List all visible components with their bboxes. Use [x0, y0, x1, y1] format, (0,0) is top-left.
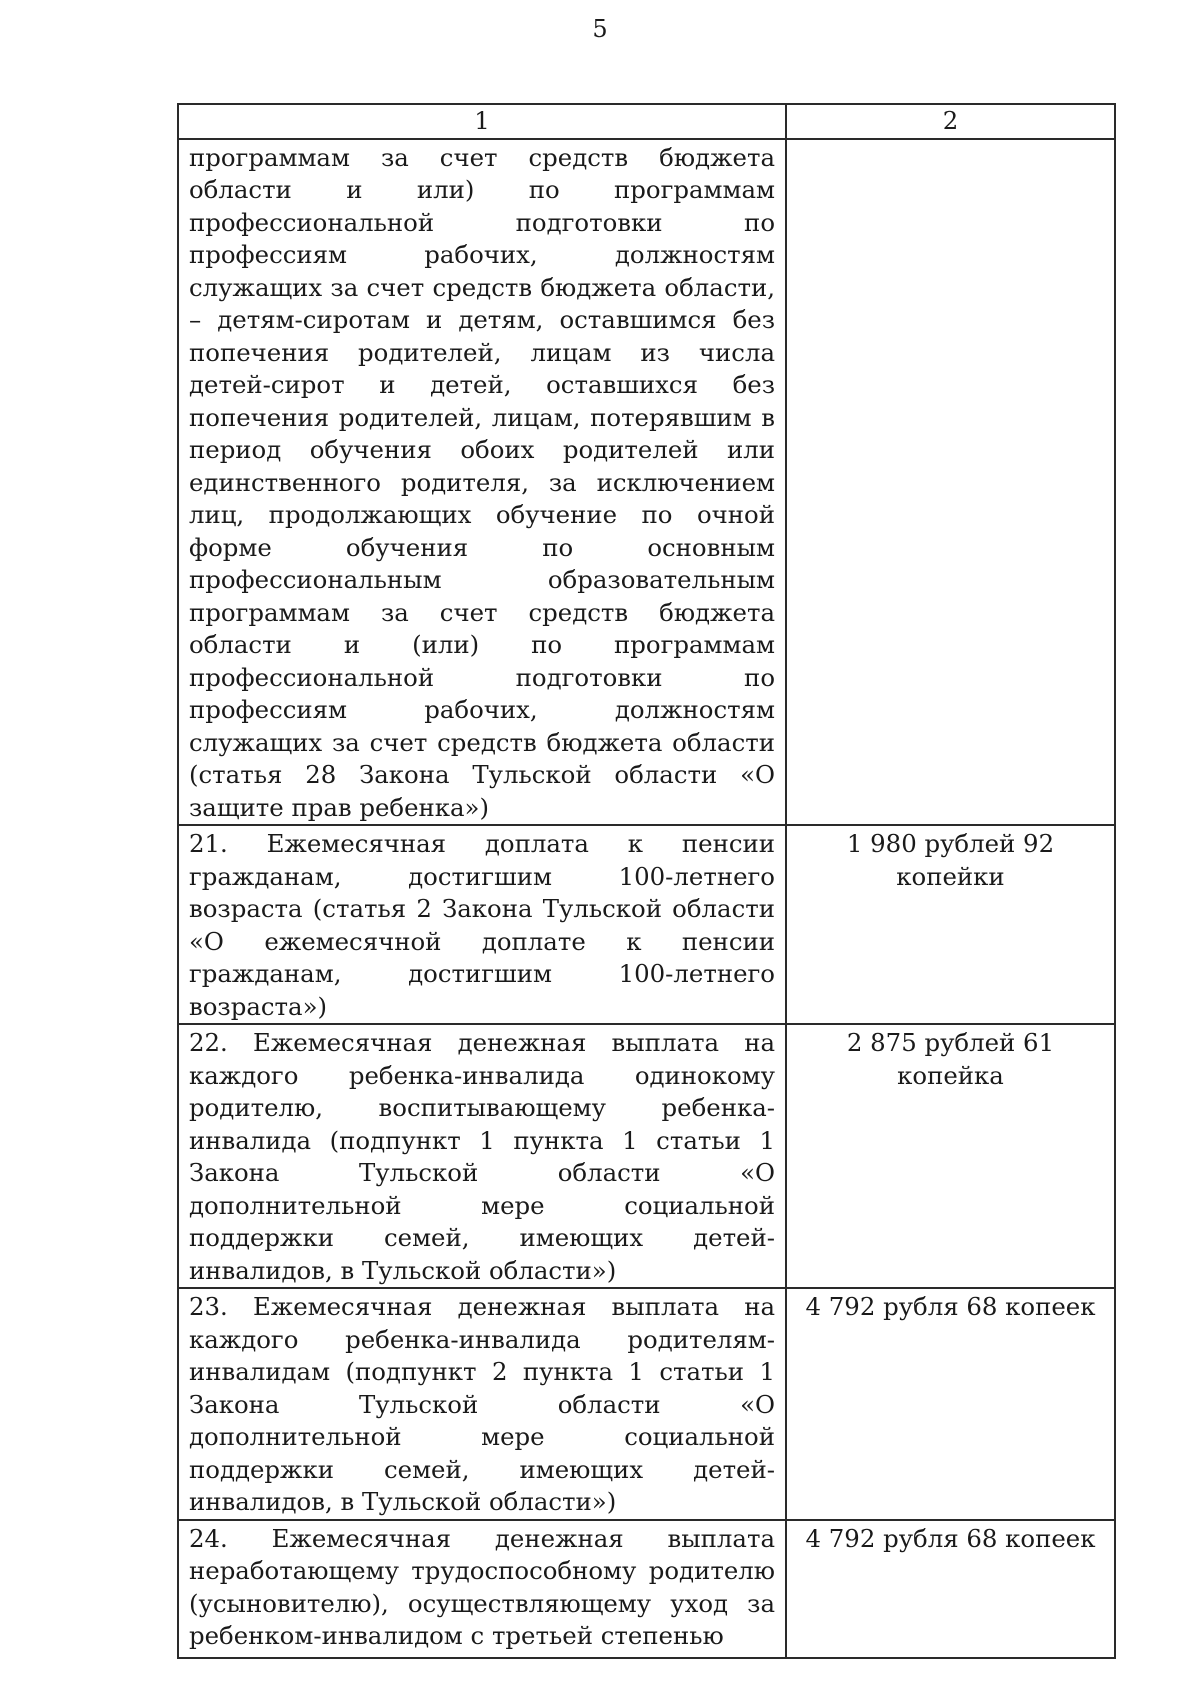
- row-amount: 2 875 рублей 61 копейка: [846, 1028, 1055, 1090]
- amount-cell: [786, 1288, 1115, 1520]
- amount-cell: [786, 139, 1115, 826]
- amount-cell: [786, 1024, 1115, 1288]
- column-header-1: 1: [178, 104, 786, 139]
- row-description: 21. Ежемесячная доплата к пенсии гражданам, достигшим 100-летнего возраста (статья 2 Закона Тульской области «О ежемесячной доплате к пенсии гражданам, достигшим 100-летнего возраста»): [189, 829, 775, 1021]
- amount-cell: [786, 1520, 1115, 1658]
- row-amount: 4 792 рубля 68 копеек: [805, 1523, 1096, 1553]
- table-row: [178, 1520, 1115, 1658]
- table-row: [178, 1288, 1115, 1520]
- benefits-table: [177, 103, 1116, 1659]
- table-row: [178, 139, 1115, 826]
- table-row: [178, 1024, 1115, 1288]
- row-description: 22. Ежемесячная денежная выплата на каждого ребенка-инвалида одинокому родителю, воспитывающему ребенка-инвалида (подпункт 1 пункта 1 статьи 1 Закона Тульской области «О дополнительной мере социальной поддержки семей, имеющих детей-инвалидов, в Тульской области»): [189, 1028, 775, 1285]
- page-number: 5: [592, 15, 608, 43]
- description-cell: [178, 1024, 786, 1288]
- row-amount: 4 792 рубля 68 копеек: [805, 1292, 1096, 1321]
- amount-cell: [786, 825, 1115, 1024]
- table-header-row: [178, 104, 1115, 139]
- description-cell: [178, 1288, 786, 1520]
- row-description: 23. Ежемесячная денежная выплата на каждого ребенка-инвалида родителям-инвалидам (подпункт 2 пункта 1 статьи 1 Закона Тульской области «О дополнительной мере социальной поддержки семей, имеющих детей-инвалидов, в Тульской области»): [189, 1292, 775, 1516]
- column-header-2: 2: [786, 104, 1115, 139]
- row-description: 24. Ежемесячная денежная выплата неработающему трудоспособному родителю (усыновителю), осуществляющему уход за ребенком-инвалидом с третьей степенью: [189, 1523, 775, 1650]
- row-amount: [797, 140, 1104, 142]
- description-cell: [178, 825, 786, 1024]
- row-description: программам за счет средств бюджета области и или) по программам профессиональной подготовки по профессиям рабочих, должностям служащих за счет средств бюджета области, – детям-сиротам и детям, оставшимся без попечения родителей, лицам из числа детей-сирот и детей, оставшихся без попечения родителей, лицам, потерявшим в период обучения обоих родителей или единственного родителя, за исключением лиц, продолжающих обучение по очной форме обучения по основным профессиональным образовательным программам за счет средств бюджета области и (или) по программам профессиональной подготовки по профессиям рабочих, должностям служащих за счет средств бюджета области (статья 28 Закона Тульской области «О защите прав ребенка»): [189, 142, 775, 822]
- table-row: [178, 825, 1115, 1024]
- row-amount: 1 980 рублей 92 копейки: [846, 829, 1055, 891]
- description-cell: [178, 1520, 786, 1658]
- description-cell: [178, 139, 786, 826]
